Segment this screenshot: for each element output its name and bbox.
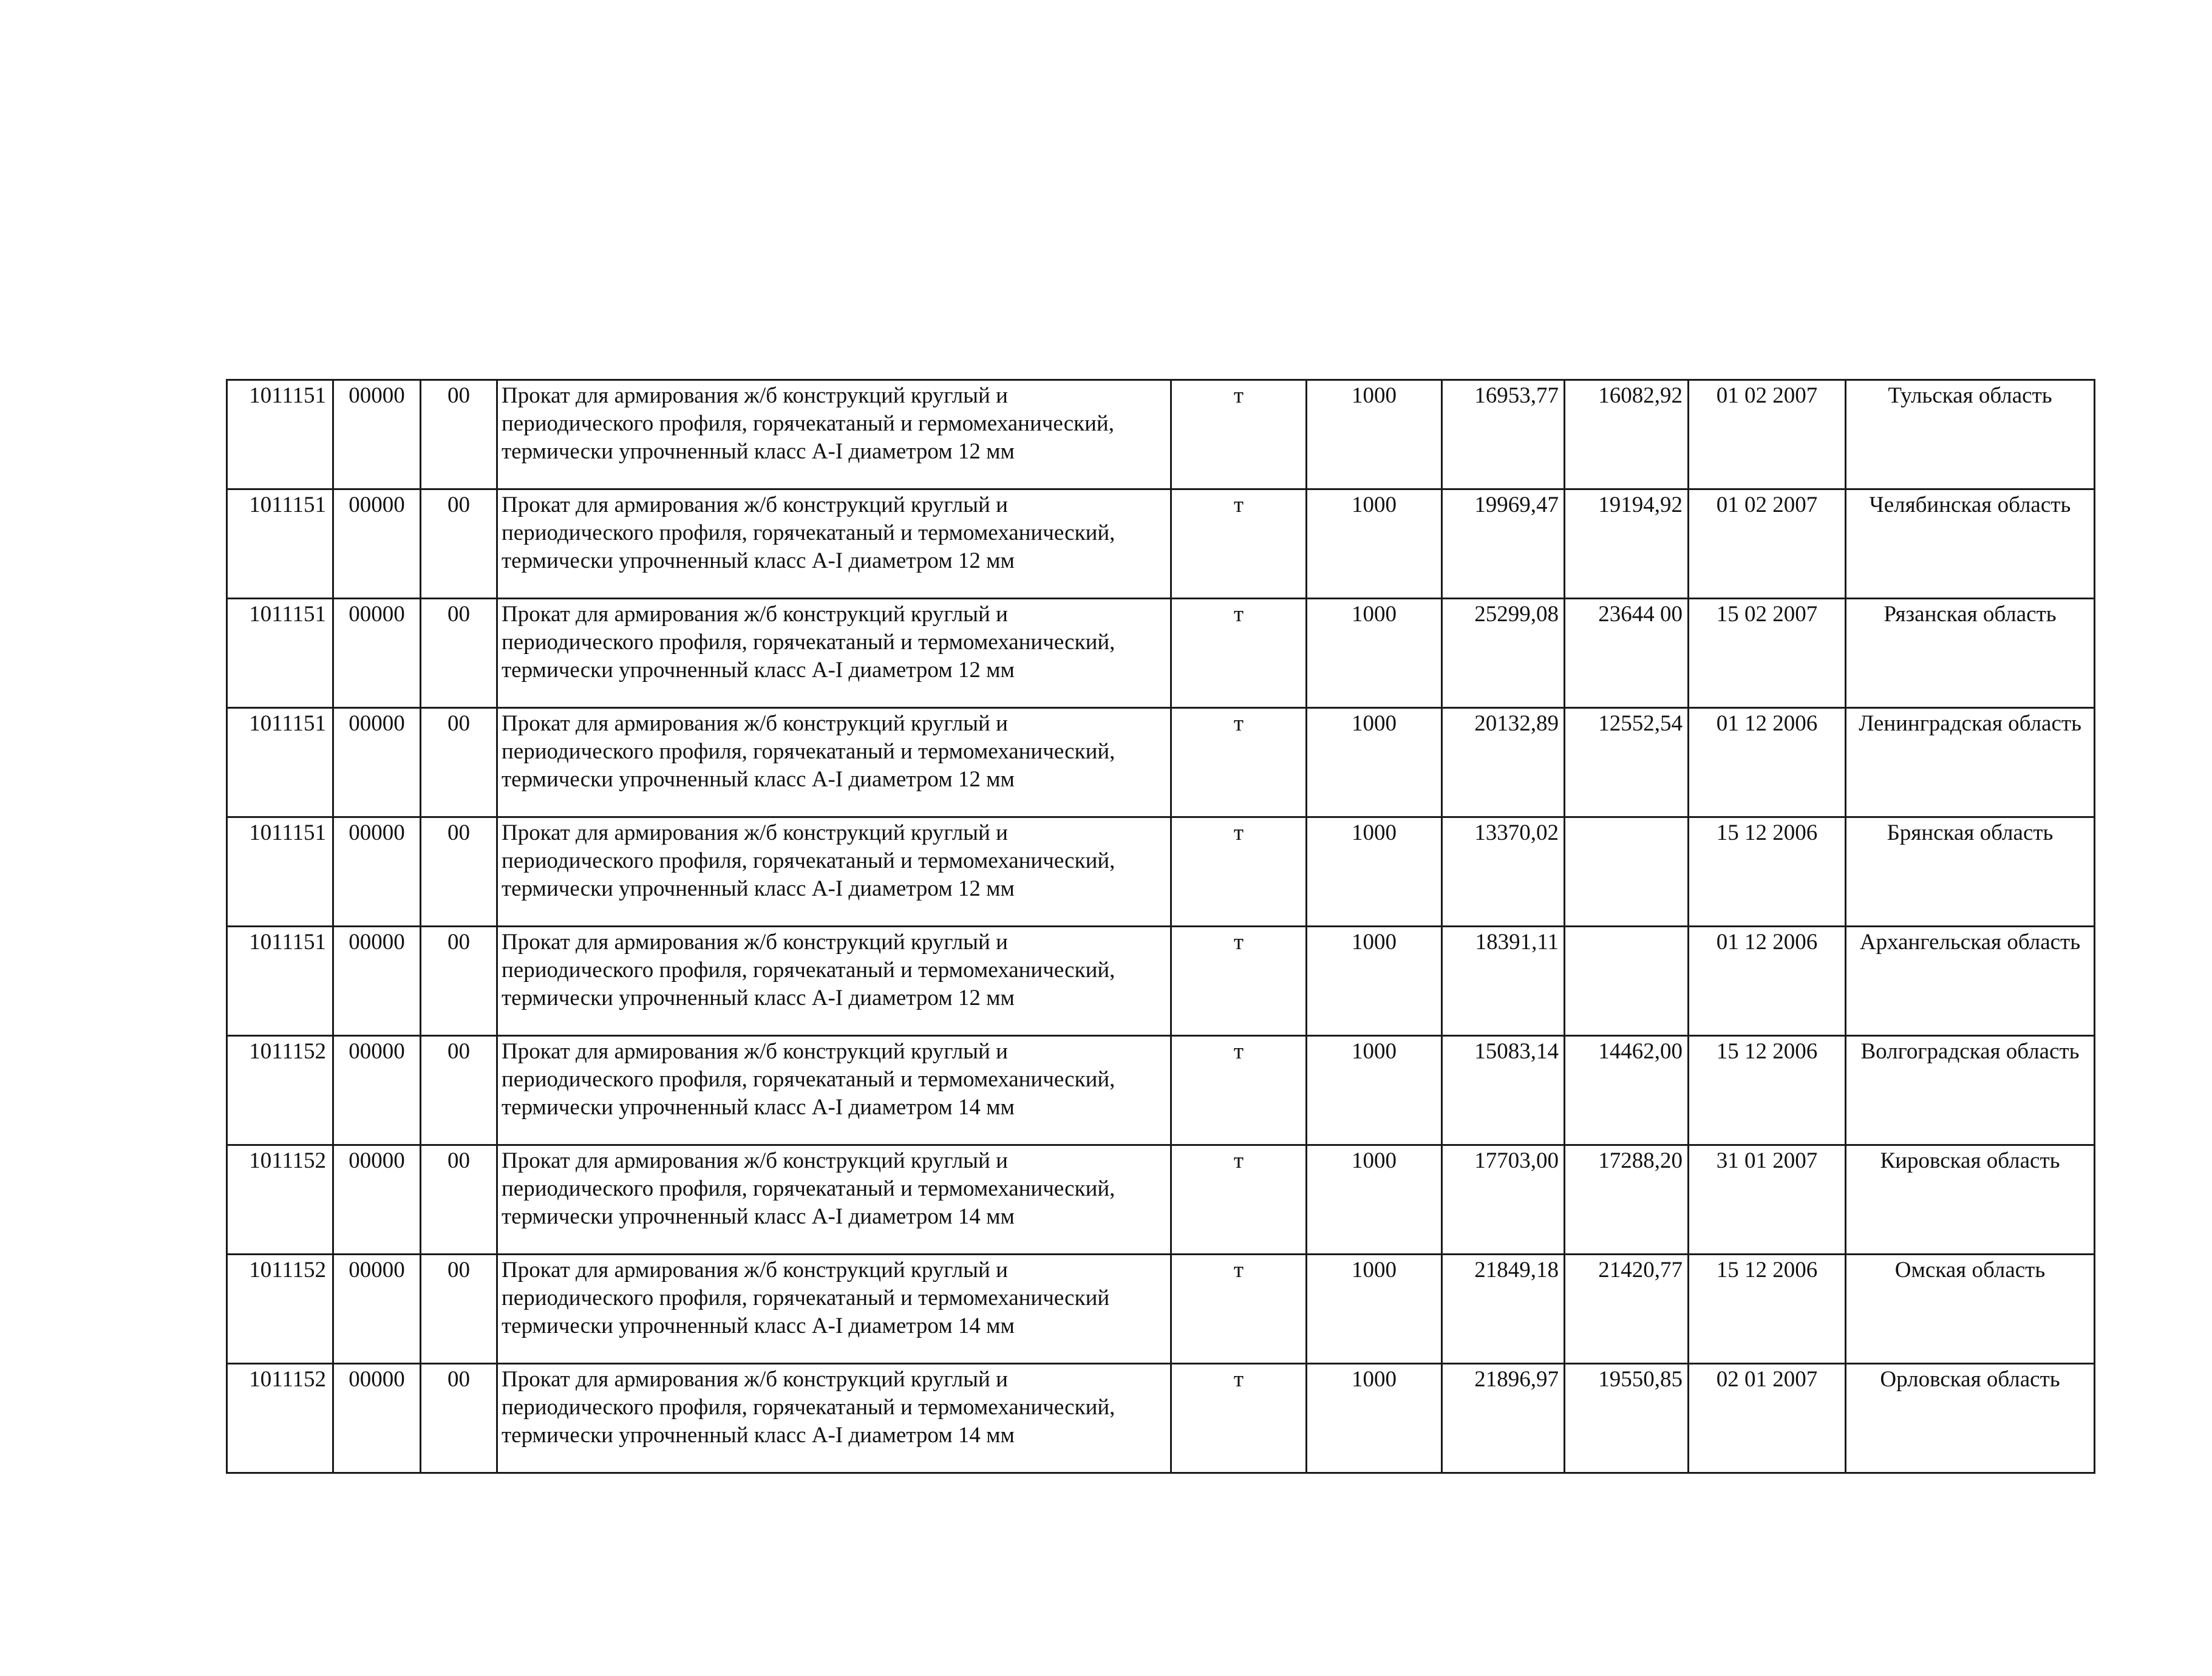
- cell-subcode: 00000: [333, 927, 421, 1036]
- cell-quantity: 1000: [1307, 599, 1442, 708]
- cell-price-2: [1565, 817, 1689, 927]
- cell-unit: т: [1171, 1364, 1307, 1473]
- cell-date: 01 12 2006: [1689, 927, 1846, 1036]
- cell-description: Прокат для армирования ж/б конструкций круглый и периодического профиля, горячекатаный и термомеханический, термически упрочненный класс А-I диаметром 12 мм: [497, 817, 1171, 927]
- cell-unit: т: [1171, 1036, 1307, 1145]
- cell-code: 1011151: [227, 599, 333, 708]
- cell-price-2: 12552,54: [1565, 708, 1689, 817]
- cell-quantity: 1000: [1307, 489, 1442, 599]
- cell-extension: 00: [421, 1364, 497, 1473]
- cell-code: 1011151: [227, 489, 333, 599]
- cell-price-2: 14462,00: [1565, 1036, 1689, 1145]
- cell-date: 01 02 2007: [1689, 380, 1846, 489]
- cell-price-1: 15083,14: [1442, 1036, 1565, 1145]
- cell-subcode: 00000: [333, 489, 421, 599]
- cell-price-1: 18391,11: [1442, 927, 1565, 1036]
- cell-region: Кировская область: [1846, 1145, 2095, 1255]
- cell-region: Брянская область: [1846, 817, 2095, 927]
- cell-unit: т: [1171, 489, 1307, 599]
- table-row: [227, 708, 2095, 817]
- cell-subcode: 00000: [333, 380, 421, 489]
- cell-unit: т: [1171, 927, 1307, 1036]
- cell-price-1: 19969,47: [1442, 489, 1565, 599]
- cell-subcode: 00000: [333, 1364, 421, 1473]
- cell-price-2: 21420,77: [1565, 1255, 1689, 1364]
- cell-extension: 00: [421, 1255, 497, 1364]
- cell-subcode: 00000: [333, 817, 421, 927]
- table-body: [227, 380, 2095, 1473]
- cell-code: 1011152: [227, 1145, 333, 1255]
- cell-quantity: 1000: [1307, 708, 1442, 817]
- cell-unit: т: [1171, 599, 1307, 708]
- cell-code: 1011151: [227, 817, 333, 927]
- cell-description: Прокат для армирования ж/б конструкций круглый и периодического профиля, горячекатаный и гермомеханический, термически упрочненный класс А-I диаметром 12 мм: [497, 380, 1171, 489]
- cell-region: Архангельская область: [1846, 927, 2095, 1036]
- cell-quantity: 1000: [1307, 1036, 1442, 1145]
- cell-price-1: 21896,97: [1442, 1364, 1565, 1473]
- table-row: [227, 927, 2095, 1036]
- cell-quantity: 1000: [1307, 1255, 1442, 1364]
- table-row: [227, 489, 2095, 599]
- price-table: [226, 379, 2095, 1474]
- cell-region: Омская область: [1846, 1255, 2095, 1364]
- cell-price-2: 17288,20: [1565, 1145, 1689, 1255]
- cell-date: 02 01 2007: [1689, 1364, 1846, 1473]
- table-row: [227, 1255, 2095, 1364]
- cell-code: 1011151: [227, 380, 333, 489]
- cell-extension: 00: [421, 489, 497, 599]
- cell-price-1: 20132,89: [1442, 708, 1565, 817]
- cell-code: 1011151: [227, 927, 333, 1036]
- cell-date: 15 02 2007: [1689, 599, 1846, 708]
- cell-subcode: 00000: [333, 1145, 421, 1255]
- cell-code: 1011151: [227, 708, 333, 817]
- cell-region: Волгоградская область: [1846, 1036, 2095, 1145]
- table-row: [227, 599, 2095, 708]
- cell-subcode: 00000: [333, 708, 421, 817]
- cell-date: 15 12 2006: [1689, 817, 1846, 927]
- cell-date: 15 12 2006: [1689, 1255, 1846, 1364]
- cell-price-2: 23644 00: [1565, 599, 1689, 708]
- cell-price-2: 19550,85: [1565, 1364, 1689, 1473]
- table-row: [227, 1145, 2095, 1255]
- cell-unit: т: [1171, 708, 1307, 817]
- cell-subcode: 00000: [333, 1255, 421, 1364]
- cell-unit: т: [1171, 1255, 1307, 1364]
- cell-unit: т: [1171, 380, 1307, 489]
- cell-extension: 00: [421, 599, 497, 708]
- cell-quantity: 1000: [1307, 927, 1442, 1036]
- cell-price-1: 21849,18: [1442, 1255, 1565, 1364]
- cell-region: Ленинградская область: [1846, 708, 2095, 817]
- cell-price-2: 16082,92: [1565, 380, 1689, 489]
- cell-code: 1011152: [227, 1255, 333, 1364]
- cell-price-1: 16953,77: [1442, 380, 1565, 489]
- cell-code: 1011152: [227, 1036, 333, 1145]
- cell-price-1: 25299,08: [1442, 599, 1565, 708]
- cell-date: 31 01 2007: [1689, 1145, 1846, 1255]
- cell-quantity: 1000: [1307, 380, 1442, 489]
- cell-description: Прокат для армирования ж/б конструкций круглый и периодического профиля, горячекатаный и термомеханический, термически упрочненный класс А-I диаметром 12 мм: [497, 708, 1171, 817]
- cell-extension: 00: [421, 817, 497, 927]
- cell-description: Прокат для армирования ж/б конструкций круглый и периодического профиля, горячекатаный и термомеханический, термически упрочненный класс А-I диаметром 12 мм: [497, 927, 1171, 1036]
- cell-price-2: [1565, 927, 1689, 1036]
- cell-extension: 00: [421, 708, 497, 817]
- table-row: [227, 380, 2095, 489]
- cell-description: Прокат для армирования ж/б конструкций круглый и периодического профиля, горячекатаный и термомеханический, термически упрочненный класс А-I диаметром 12 мм: [497, 599, 1171, 708]
- cell-description: Прокат для армирования ж/б конструкций круглый и периодического профиля, горячекатаный и термомеханический, термически упрочненный класс А-I диаметром 14 мм: [497, 1145, 1171, 1255]
- cell-region: Челябинская область: [1846, 489, 2095, 599]
- cell-price-1: 17703,00: [1442, 1145, 1565, 1255]
- cell-quantity: 1000: [1307, 1145, 1442, 1255]
- cell-price-1: 13370,02: [1442, 817, 1565, 927]
- cell-unit: т: [1171, 817, 1307, 927]
- cell-description: Прокат для армирования ж/б конструкций круглый и периодического профиля, горячекатаный и термомеханический, термически упрочненный класс А-I диаметром 14 мм: [497, 1364, 1171, 1473]
- cell-date: 15 12 2006: [1689, 1036, 1846, 1145]
- cell-quantity: 1000: [1307, 817, 1442, 927]
- cell-code: 1011152: [227, 1364, 333, 1473]
- cell-date: 01 02 2007: [1689, 489, 1846, 599]
- cell-extension: 00: [421, 380, 497, 489]
- table-row: [227, 1364, 2095, 1473]
- table-row: [227, 1036, 2095, 1145]
- cell-extension: 00: [421, 927, 497, 1036]
- cell-quantity: 1000: [1307, 1364, 1442, 1473]
- cell-region: Тульская область: [1846, 380, 2095, 489]
- cell-price-2: 19194,92: [1565, 489, 1689, 599]
- cell-subcode: 00000: [333, 1036, 421, 1145]
- cell-region: Рязанская область: [1846, 599, 2095, 708]
- cell-date: 01 12 2006: [1689, 708, 1846, 817]
- cell-unit: т: [1171, 1145, 1307, 1255]
- cell-extension: 00: [421, 1036, 497, 1145]
- cell-region: Орловская область: [1846, 1364, 2095, 1473]
- cell-description: Прокат для армирования ж/б конструкций круглый и периодического профиля, горячекатаный и термомеханический, термически упрочненный класс А-I диаметром 12 мм: [497, 489, 1171, 599]
- cell-description: Прокат для армирования ж/б конструкций круглый и периодического профиля, горячекатаный и термомеханический термически упрочненный класс А-I диаметром 14 мм: [497, 1255, 1171, 1364]
- cell-description: Прокат для армирования ж/б конструкций круглый и периодического профиля, горячекатаный и термомеханический, термически упрочненный класс А-I диаметром 14 мм: [497, 1036, 1171, 1145]
- table-row: [227, 817, 2095, 927]
- cell-extension: 00: [421, 1145, 497, 1255]
- cell-subcode: 00000: [333, 599, 421, 708]
